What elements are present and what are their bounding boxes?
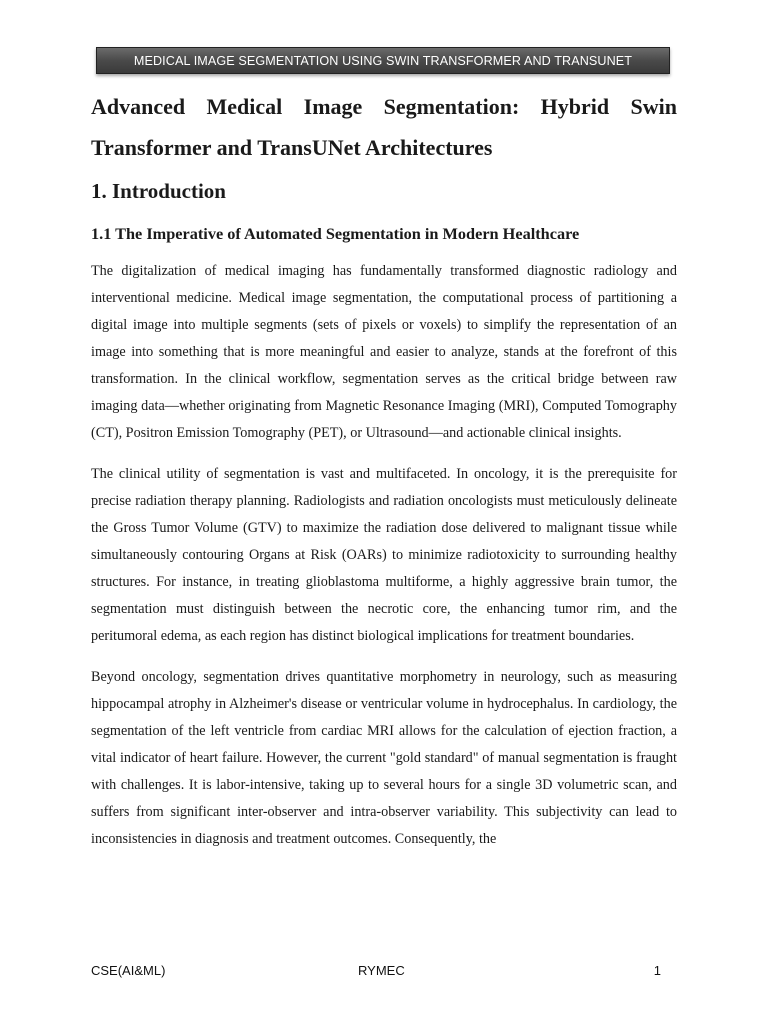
footer-department: CSE(AI&ML) [91, 963, 166, 978]
running-header-banner [96, 47, 670, 74]
document-title: Advanced Medical Image Segmentation: Hybrid Swin Transformer and TransUNet Architectures [91, 94, 677, 160]
page-content [91, 86, 677, 853]
running-header-text: MEDICAL IMAGE SEGMENTATION USING SWIN TRANSFORMER AND TRANSUNET [133, 54, 633, 68]
subsection-heading: 1.1 The Imperative of Automated Segmentation in Modern Healthcare [91, 224, 580, 243]
footer-institution: RYMEC [358, 963, 405, 978]
paragraph: Beyond oncology, segmentation drives quantitative morphometry in neurology, such as measuring hippocampal atrophy in Alzheimer's disease or ventricular volume in hydrocephalus. In cardiology, the segmentation of the left ventricle from cardiac MRI allows for the calculation of ejection fraction, a vital indicator of heart failure. However, the current "gold standard" of manual segmentation is fraught with challenges. It is labor-intensive, taking up to several hours for a single 3D volumetric scan, and suffers from significant inter-observer and intra-observer variability. This subjectivity can lead to inconsistencies in diagnosis and treatment outcomes. Consequently, the [91, 669, 677, 847]
page-number: 1 [653, 963, 661, 978]
paragraph: The clinical utility of segmentation is vast and multifaceted. In oncology, it is the prerequisite for precise radiation therapy planning. Radiologists and radiation oncologists must meticulously delineate the Gross Tumor Volume (GTV) to maximize the radiation dose delivered to malignant tissue while simultaneously contouring Organs at Risk (OARs) to minimize radiotoxicity to surrounding healthy structures. For instance, in treating glioblastoma multiforme, a highly aggressive brain tumor, the segmentation must distinguish between the necrotic core, the enhancing tumor rim, and the peritumoral edema, as each region has distinct biological implications for treatment boundaries. [91, 466, 677, 644]
paragraph: The digitalization of medical imaging has fundamentally transformed diagnostic radiology and interventional medicine. Medical image segmentation, the computational process of partitioning a digital image into multiple segments (sets of pixels or voxels) to simplify the representation of an image into something that is more meaningful and easier to analyze, stands at the forefront of this transformation. In the clinical workflow, segmentation serves as the critical bridge between raw imaging data—whether originating from Magnetic Resonance Imaging (MRI), Computed Tomography (CT), Positron Emission Tomography (PET), or Ultrasound—and actionable clinical insights. [91, 263, 677, 441]
section-heading: 1. Introduction [91, 179, 226, 203]
